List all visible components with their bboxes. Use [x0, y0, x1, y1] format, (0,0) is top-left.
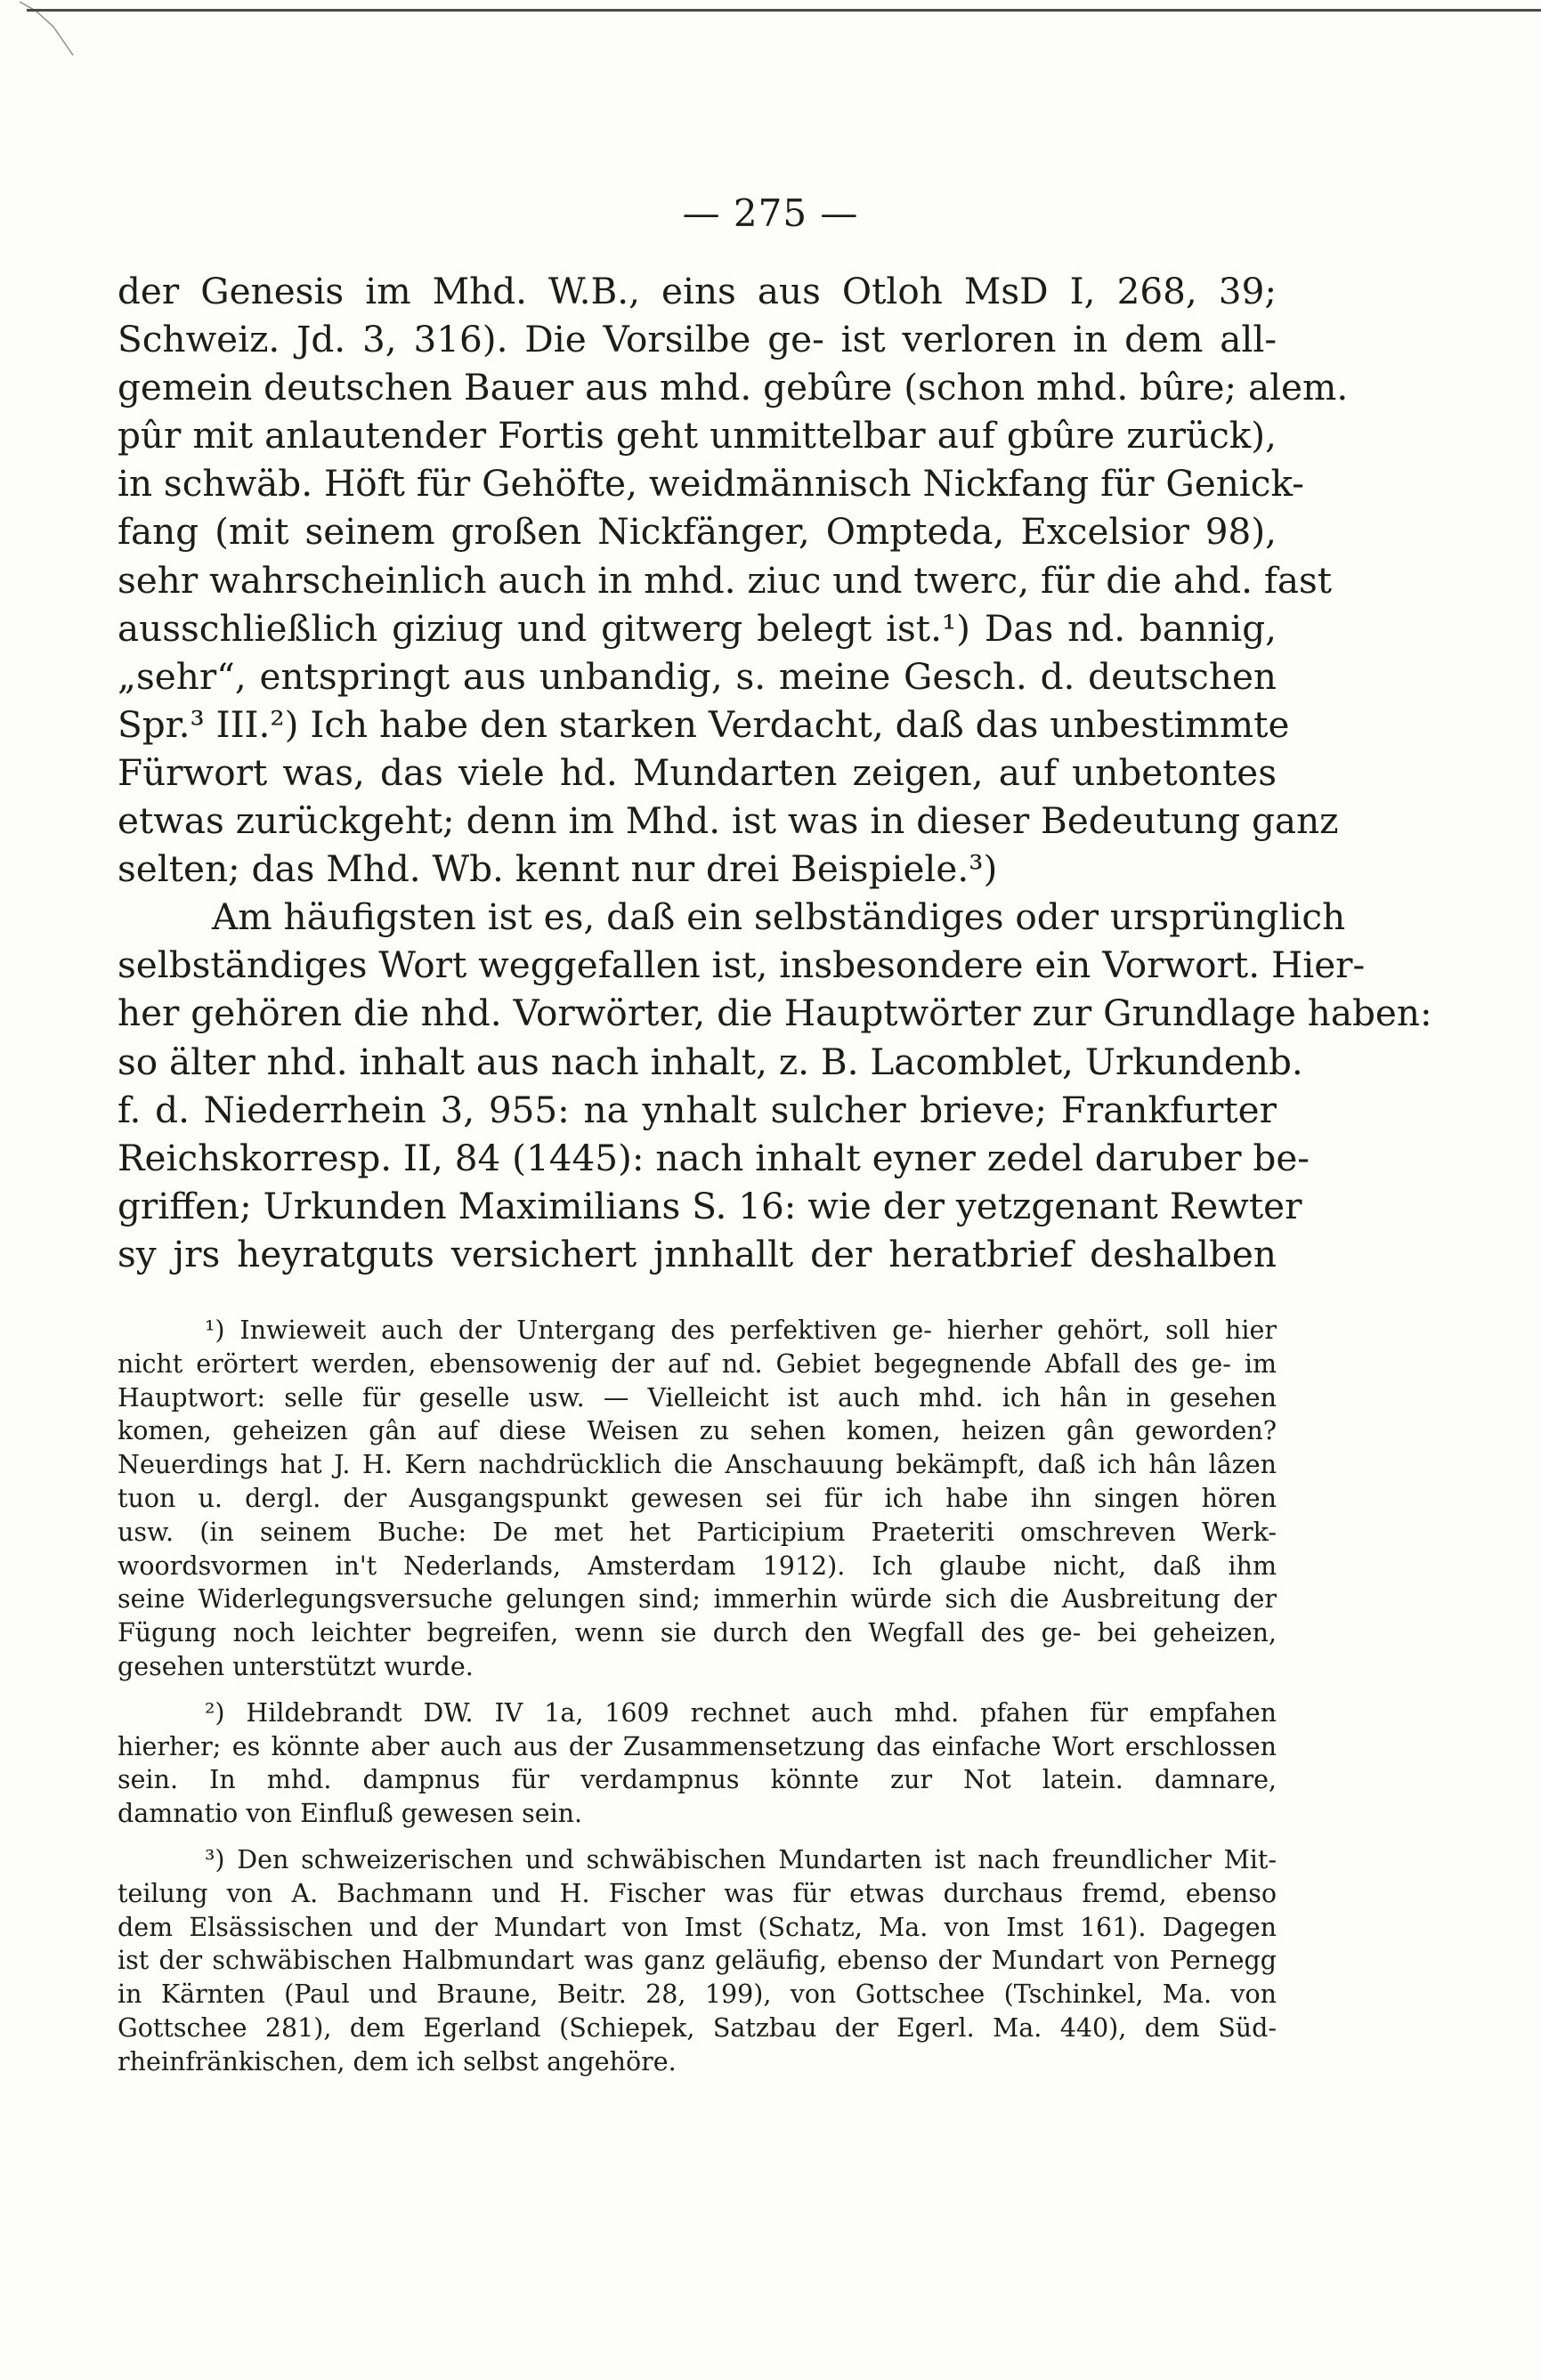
footnote-line: sein. In mhd. dampnus für verdampnus könnte zur Not latein. damnare, — [118, 1765, 1277, 1795]
footnote-line: in Kärnten (Paul und Braune, Beitr. 28, 199), von Gottschee (Tschinkel, Ma. von — [118, 1979, 1277, 2010]
footnote-gap — [118, 1684, 1277, 1696]
body-line: fang (mit seinem großen Nickfänger, Ompteda, Excelsior 98), — [118, 510, 1277, 554]
body-line: griffen; Urkunden Maximilians S. 16: wie der yetzgenant Rewter — [118, 1184, 1302, 1227]
body-line: her gehören die nhd. Vorwörter, die Hauptwörter zur Grundlage haben: — [118, 992, 1432, 1035]
body-line: in schwäb. Höft für Gehöfte, weidmännisch Nickfang für Genick- — [118, 462, 1304, 506]
body-line: pûr mit anlautender Fortis geht unmittelbar auf gbûre zurück), — [118, 414, 1277, 457]
footnote-3 — [118, 1843, 1277, 2079]
body-line: „sehr“, entspringt aus unbandig, s. meine Gesch. d. deutschen — [118, 654, 1277, 698]
footnote-line: tuon u. dergl. der Ausgangspunkt gewesen sei für ich habe ihn singen hören — [118, 1483, 1277, 1513]
footnote-2 — [118, 1696, 1277, 1831]
page-number: — 275 — — [682, 191, 859, 235]
footnote-gap — [118, 1831, 1277, 1843]
footnote-line: ³) Den schweizerischen und schwäbischen Mundarten ist nach freundlicher Mit- — [205, 1844, 1277, 1874]
footnote-line: komen, geheizen gân auf diese Weisen zu sehen komen, heizen gân geworden? — [118, 1416, 1277, 1446]
footnote-line: ¹) Inwieweit auch der Untergang des perfektiven ge- hierher gehört, soll hier — [205, 1315, 1277, 1345]
footnote-line: Neuerdings hat J. H. Kern nachdrücklich die Anschauung bekämpft, daß ich hân lâzen — [118, 1450, 1277, 1480]
footnote-line: Hauptwort: selle für geselle usw. — Vielleicht ist auch mhd. ich hân in gesehen — [118, 1382, 1277, 1413]
footnote-line: damnatio von Einfluß gewesen sein. — [118, 1799, 583, 1829]
body-line: so älter nhd. inhalt aus nach inhalt, z. B. Lacomblet, Urkundenb. — [118, 1040, 1303, 1083]
footnote-line: usw. (in seinem Buche: De met het Participium Praeteriti omschreven Werk- — [118, 1517, 1277, 1547]
footnote-line: teilung von A. Bachmann und H. Fischer was für etwas durchaus fremd, ebenso — [118, 1878, 1277, 1908]
footnote-line: hierher; es könnte aber auch aus der Zusammensetzung das einfache Wort erschlossen — [118, 1731, 1277, 1761]
body-line: f. d. Niederrhein 3, 955: na ynhalt sulcher brieve; Frankfurter — [118, 1088, 1277, 1131]
footnote-line: nicht erörtert werden, ebensowenig der auf nd. Gebiet begegnende Abfall des ge- im — [118, 1348, 1277, 1379]
footnote-line: dem Elsässischen und der Mundart von Imst (Schatz, Ma. von Imst 161). Dagegen — [118, 1912, 1277, 1942]
body-line: Spr.³ III.²) Ich habe den starken Verdacht, daß das unbestimmte — [118, 702, 1290, 746]
body-line: der Genesis im Mhd. W.B., eins aus Otloh MsD I, 268, 39; — [118, 270, 1277, 312]
body-line: Schweiz. Jd. 3, 316). Die Vorsilbe ge- ist verloren in dem all- — [118, 318, 1277, 361]
body-line: selten; das Mhd. Wb. kennt nur drei Beispiele.³) — [118, 847, 998, 891]
footnote-line: rheinfränkischen, dem ich selbst angehöre. — [118, 2046, 677, 2076]
body-line: ausschließlich giziug und gitwerg belegt ist.¹) Das nd. bannig, — [118, 606, 1277, 650]
footnote-line: Gottschee 281), dem Egerland (Schiepek, Satzbau der Egerl. Ma. 440), dem Süd- — [118, 2012, 1277, 2043]
body-line: selbständiges Wort weggefallen ist, insbesondere ein Vorwort. Hier- — [118, 943, 1366, 987]
footnote-line: woordsvormen in't Nederlands, Amsterdam 1912). Ich glaube nicht, daß ihm — [118, 1550, 1277, 1581]
footnote-line: ist der schwäbischen Halbmundart was ganz geläufig, ebenso der Mundart von Pernegg — [118, 1946, 1277, 1976]
footnote-1 — [118, 1314, 1277, 1684]
main-text — [118, 267, 1432, 1278]
footnotes — [118, 1314, 1277, 2079]
page-top-edge — [27, 9, 1541, 12]
footnote-line: gesehen unterstützt wurde. — [118, 1651, 474, 1681]
body-line: gemein deutschen Bauer aus mhd. gebûre (schon mhd. bûre; alem. — [118, 366, 1349, 409]
footnote-line: seine Widerlegungsversuche gelungen sind; immerhin würde sich die Ausbreitung der — [118, 1584, 1277, 1615]
corner-scratch-mark — [18, 0, 80, 62]
footnote-line: ²) Hildebrandt DW. IV 1a, 1609 rechnet auch mhd. pfahen für empfahen — [205, 1697, 1277, 1728]
body-line: Fürwort was, das viele hd. Mundarten zeigen, auf unbetontes — [118, 750, 1277, 794]
body-line: sehr wahrscheinlich auch in mhd. ziuc und twerc, für die ahd. fast — [118, 558, 1333, 602]
body-line: Reichskorresp. II, 84 (1445): nach inhalt eyner zedel daruber be- — [118, 1136, 1310, 1179]
body-line: sy jrs heyratguts versichert jnnhallt der heratbrief deshalben — [118, 1232, 1277, 1275]
body-line: Am häufigsten ist es, daß ein selbständiges oder ursprünglich — [212, 895, 1346, 939]
footnote-line: Fügung noch leichter begreifen, wenn sie durch den Wegfall des ge- bei geheizen, — [118, 1618, 1277, 1648]
body-line: etwas zurückgeht; denn im Mhd. ist was in dieser Bedeutung ganz — [118, 799, 1339, 843]
